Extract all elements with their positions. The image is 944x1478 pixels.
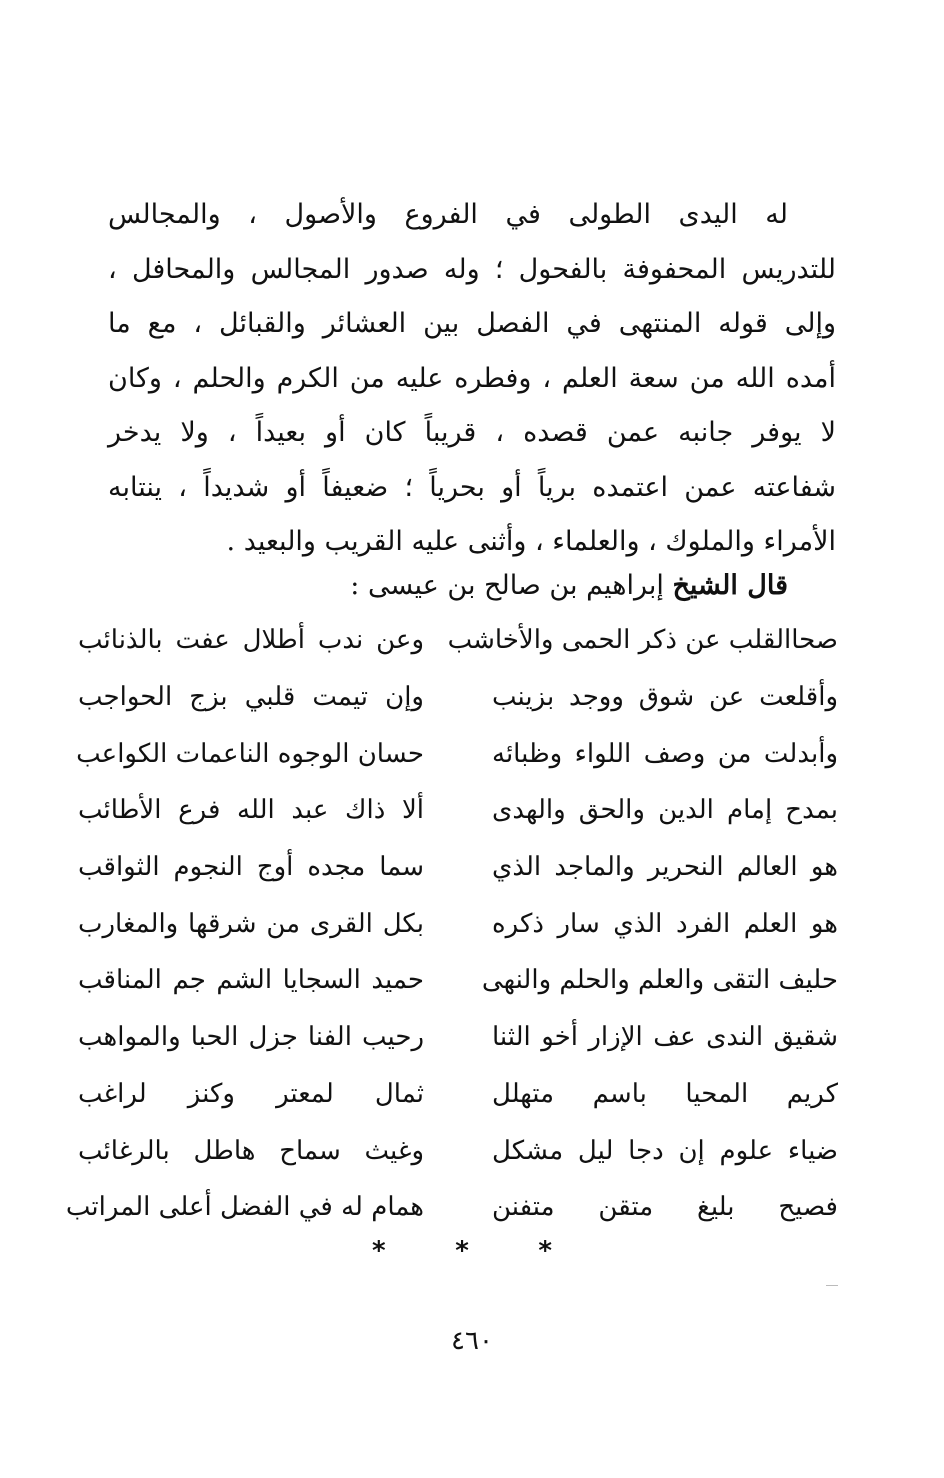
separator-asterisk: * <box>372 1236 386 1266</box>
verse-second-hemistich: رحيب الفنا جزل الحبا والمواهب <box>78 1022 424 1053</box>
verse-first-hemistich: فصيح بليغ متقن متفنن <box>492 1192 838 1223</box>
prose-line: للتدريس المحفوفة بالفحول ؛ وله صدور المجالس والمحافل ، <box>108 253 836 285</box>
poem-verse <box>78 725 838 782</box>
verse-first-hemistich: بمدح إمام الدين والحق والهدى <box>492 795 838 826</box>
verse-second-hemistich: سما مجده أوج النجوم الثواقب <box>78 852 424 883</box>
verse-second-hemistich: حميد السجايا الشم جم المناقب <box>78 965 424 996</box>
poem-verse <box>65 1179 838 1236</box>
poem <box>65 612 838 1236</box>
verse-first-hemistich: وأبدلت من وصف اللواء وظبائه <box>492 738 838 769</box>
prose-line: له اليدى الطولى في الفروع والأصول ، والمجالس <box>108 199 788 230</box>
prose-line: وإلى قوله المنتهى في الفصل بين العشائر والقبائل ، مع ما <box>108 308 836 339</box>
verse-first-hemistich: صحاالقلب عن ذكر الحمى والأخاشب <box>447 625 838 656</box>
verse-first-hemistich: حليف التقى والعلم والحلم والنهى <box>481 965 838 996</box>
verse-first-hemistich: كريم المحيا باسم متهلل <box>492 1078 838 1109</box>
separator-asterisk: * <box>538 1236 552 1266</box>
poem-verse <box>78 669 838 726</box>
poem-introduction <box>108 566 788 606</box>
verse-second-hemistich: وغيث سماح هاطل بالرغائب <box>78 1135 424 1166</box>
page-number: ٤٦٠ <box>451 1326 493 1356</box>
poem-verse <box>78 839 838 896</box>
intro-speaker: قال الشيخ <box>672 570 788 601</box>
prose-line: شفاعته عمن اعتمده برياً أو بحرياً ؛ ضعيفاً أو شديداً ، ينتابه <box>108 471 836 503</box>
verse-second-hemistich: بكل القرى من شرقها والمغارب <box>78 908 424 939</box>
poem-verse <box>78 1122 838 1179</box>
prose-line: الأمراء والملوك ، والعلماء ، وأثنى عليه القريب والبعيد . <box>226 526 836 557</box>
verse-first-hemistich: وأقلعت عن شوق ووجد بزينب <box>492 682 838 713</box>
verse-second-hemistich: ثمال لمعتر وكنز لراغب <box>78 1078 424 1109</box>
verse-second-hemistich: ألا ذاك عبد الله فرع الأطائب <box>78 795 424 826</box>
verse-first-hemistich: شقيق الندى عف الإزار أخو الثنا <box>492 1022 838 1053</box>
verse-second-hemistich: وعن ندب أطلال عفت بالذنائب <box>78 625 424 656</box>
print-mark <box>826 1285 838 1286</box>
verse-second-hemistich: وإن تيمت قلبي بزج الحواجب <box>78 682 424 713</box>
prose-line: لا يوفر جانبه عمن قصده ، قريباً كان أو بعيداً ، ولا يدخر <box>108 417 836 448</box>
prose-line: أمده الله من سعة العلم ، وفطره عليه من الكرم والحلم ، وكان <box>108 362 836 394</box>
verse-second-hemistich: حسان الوجوه الناعمات الكواعب <box>76 738 424 769</box>
poem-verse <box>78 1066 838 1123</box>
verse-first-hemistich: ضياء علوم إن دجا ليل مشكل <box>492 1135 838 1166</box>
poem-verse <box>78 1009 838 1066</box>
poem-verse <box>78 612 838 669</box>
poem-verse <box>78 952 838 1009</box>
verse-second-hemistich: همام له في الفضل أعلى المراتب <box>65 1192 424 1223</box>
verse-first-hemistich: هو العالم النحرير والماجد الذي <box>492 852 838 883</box>
poem-verse <box>78 895 838 952</box>
verse-first-hemistich: هو العلم الفرد الذي سار ذكره <box>492 908 838 939</box>
poem-verse <box>78 782 838 839</box>
section-separator <box>372 1236 552 1266</box>
prose-paragraph <box>108 188 836 570</box>
intro-attribution: إبراهيم بن صالح بن عيسى : <box>350 570 664 601</box>
separator-asterisk: * <box>455 1236 469 1266</box>
